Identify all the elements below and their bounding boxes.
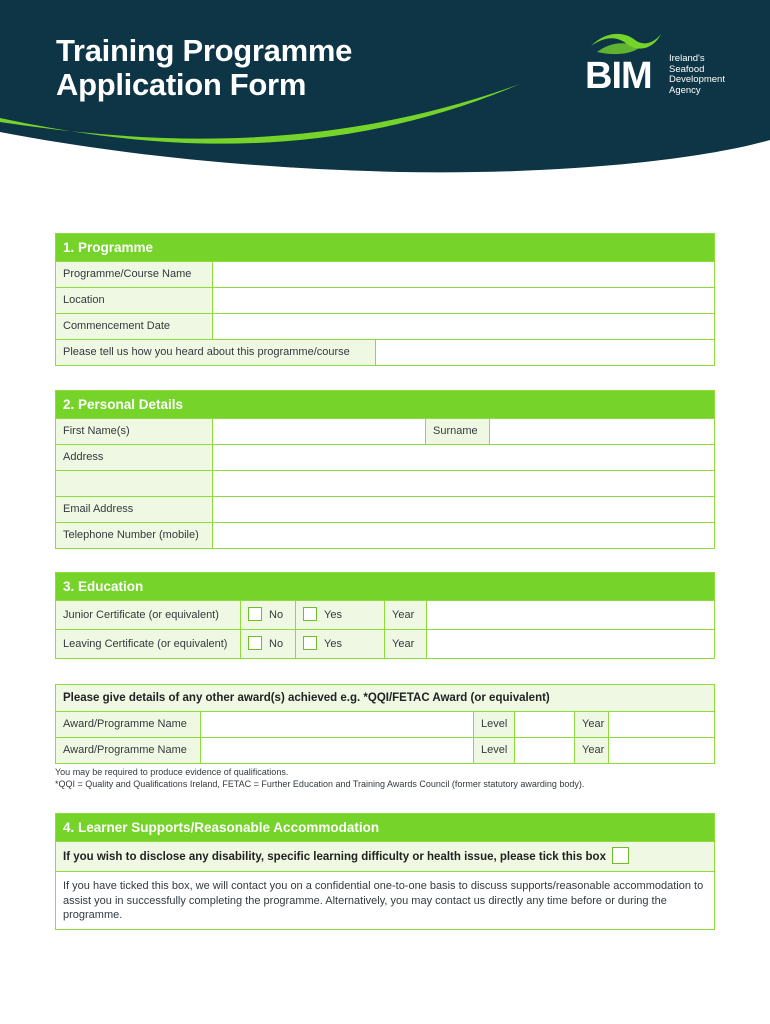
leaving-no-option [241, 630, 296, 658]
leaving-year-label: Year [385, 630, 427, 658]
name-row [56, 418, 714, 444]
heard-about-field[interactable] [376, 340, 714, 365]
logo-line-4: Agency [669, 84, 701, 96]
supports-info: If you have ticked this box, we will contact you on a confidential one-to-one basis to discuss supports/reasonable accommodation to assist you in successfully completing the programme. Alternatively, you may contact us directly any time before or during the programme. [56, 871, 714, 929]
telephone-row [56, 522, 714, 548]
leaving-no-label: No [269, 638, 284, 650]
surname-field[interactable] [490, 419, 714, 444]
junior-row [56, 600, 714, 629]
award-level-field[interactable] [515, 738, 575, 763]
address-field-2[interactable] [213, 471, 714, 496]
programme-section [55, 233, 715, 366]
leaving-yes-label: Yes [324, 638, 342, 650]
surname-label: Surname [426, 419, 490, 444]
commencement-label: Commencement Date [56, 314, 213, 339]
heard-about-label: Please tell us how you heard about this programme/course [56, 340, 376, 365]
award-year-field[interactable] [609, 738, 714, 763]
leaving-yes-option [296, 630, 385, 658]
address-label-blank [56, 471, 213, 496]
leaving-year-field[interactable] [427, 630, 714, 658]
junior-no-option [241, 601, 296, 629]
course-name-row [56, 261, 714, 287]
commencement-field[interactable] [213, 314, 714, 339]
supports-section [55, 813, 715, 930]
disclose-text: If you wish to disclose any disability, specific learning difficulty or health issue, please tick this box [63, 850, 606, 863]
commencement-row [56, 313, 714, 339]
disclose-row [56, 841, 714, 871]
award-year-label: Year [575, 738, 609, 763]
award-level-field[interactable] [515, 712, 575, 737]
qualification-notes [55, 767, 584, 790]
junior-no-checkbox[interactable] [248, 607, 262, 621]
heard-about-row [56, 339, 714, 365]
telephone-field[interactable] [213, 523, 714, 548]
first-names-field[interactable] [213, 419, 426, 444]
title-line-2: Application Form [56, 67, 307, 102]
supports-heading: 4. Learner Supports/Reasonable Accommodation [56, 814, 714, 841]
address-field[interactable] [213, 445, 714, 470]
junior-yes-option [296, 601, 385, 629]
email-row [56, 496, 714, 522]
junior-yes-label: Yes [324, 609, 342, 621]
leaving-label: Leaving Certificate (or equivalent) [56, 630, 241, 658]
email-field[interactable] [213, 497, 714, 522]
award-name-label: Award/Programme Name [56, 738, 201, 763]
leaving-row [56, 629, 714, 658]
awards-section [55, 684, 715, 764]
bim-logo [585, 24, 745, 97]
award-name-field[interactable] [201, 738, 474, 763]
junior-yes-checkbox[interactable] [303, 607, 317, 621]
personal-section [55, 390, 715, 549]
evidence-note: You may be required to produce evidence of qualifications. [55, 767, 289, 777]
leaving-yes-checkbox[interactable] [303, 636, 317, 650]
junior-label: Junior Certificate (or equivalent) [56, 601, 241, 629]
programme-heading: 1. Programme [56, 234, 714, 261]
location-row [56, 287, 714, 313]
junior-year-field[interactable] [427, 601, 714, 629]
award-year-label: Year [575, 712, 609, 737]
junior-year-label: Year [385, 601, 427, 629]
page-title [56, 34, 352, 102]
location-field[interactable] [213, 288, 714, 313]
qqi-footnote: *QQI = Quality and Qualifications Ireland, FETAC = Further Education and Training Awards Council (former statutory awarding body). [55, 778, 585, 789]
first-names-label: First Name(s) [56, 419, 213, 444]
disclose-checkbox[interactable] [612, 847, 629, 864]
title-line-1: Training Programme [56, 33, 353, 68]
award-level-label: Level [474, 738, 515, 763]
personal-heading: 2. Personal Details [56, 391, 714, 418]
leaving-no-checkbox[interactable] [248, 636, 262, 650]
address-label: Address [56, 445, 213, 470]
logo-wave-icon [585, 24, 665, 58]
logo-line-1: Ireland's [669, 53, 705, 64]
education-section [55, 572, 715, 659]
telephone-label: Telephone Number (mobile) [56, 523, 213, 548]
award-name-field[interactable] [201, 712, 474, 737]
logo-wordmark: BIM [585, 55, 652, 97]
course-name-label: Programme/Course Name [56, 262, 213, 287]
education-heading: 3. Education [56, 573, 714, 600]
logo-tagline [669, 54, 749, 96]
course-name-field[interactable] [213, 262, 714, 287]
logo-line-3: Development [669, 74, 725, 85]
email-label: Email Address [56, 497, 213, 522]
award-name-label: Award/Programme Name [56, 712, 201, 737]
award-year-field[interactable] [609, 712, 714, 737]
award-level-label: Level [474, 712, 515, 737]
address-row-2 [56, 470, 714, 496]
logo-line-2: Seafood [669, 63, 705, 75]
address-row [56, 444, 714, 470]
award-row-1 [56, 711, 714, 737]
award-row-2 [56, 737, 714, 763]
awards-heading: Please give details of any other award(s) achieved e.g. *QQI/FETAC Award (or equivalent) [56, 685, 714, 711]
location-label: Location [56, 288, 213, 313]
junior-no-label: No [269, 609, 284, 621]
